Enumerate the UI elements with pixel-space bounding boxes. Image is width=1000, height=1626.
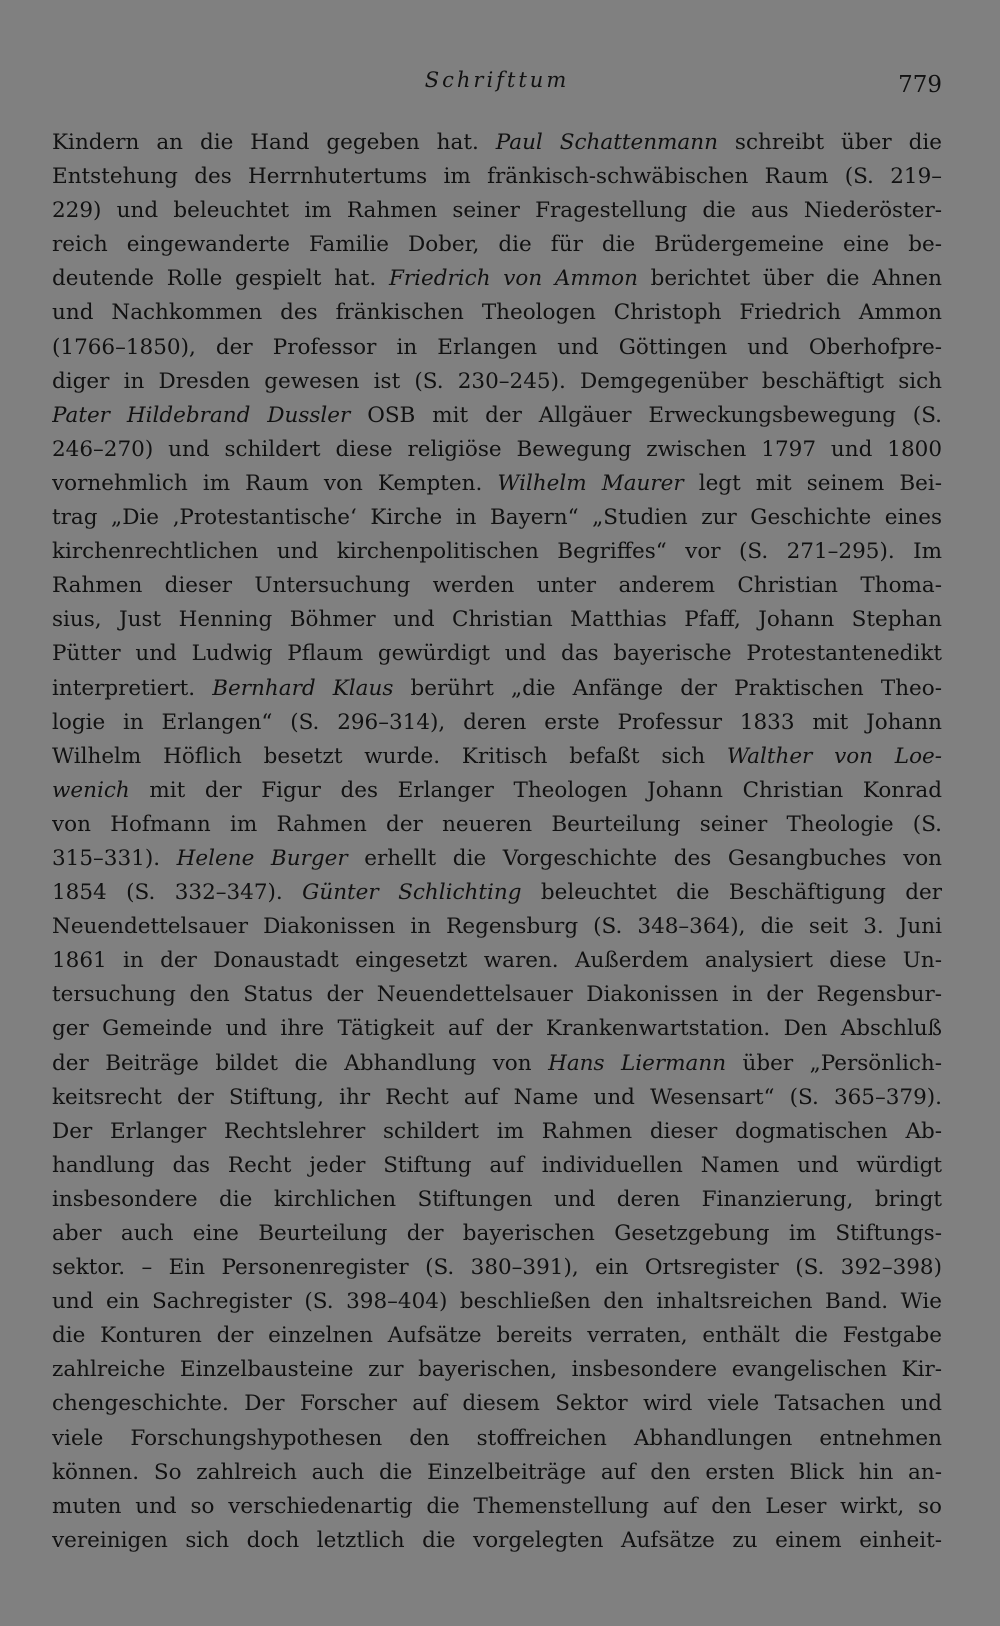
text-line (52, 1149, 942, 1183)
body-text (52, 126, 942, 1558)
text-line (52, 1115, 942, 1149)
text-segment: von Hofmann im Rahmen der neueren Beurteilung seiner Theologie (S. (52, 811, 942, 837)
text-segment: sektor. – Ein Personenregister (S. 380–391), ein Ortsregister (S. 392–398) (52, 1255, 942, 1281)
text-segment: der Beiträge bildet die Abhandlung von (52, 1050, 549, 1076)
text-line (52, 1285, 942, 1319)
text-line (52, 365, 942, 399)
text-line (52, 1251, 942, 1285)
text-segment: und ein Sachregister (S. 398–404) beschließen den inhaltsreichen Band. Wie (52, 1289, 942, 1315)
text-line (52, 1524, 942, 1558)
text-segment: können. So zahlreich auch die Einzelbeiträge auf den ersten Blick hin an- (52, 1459, 942, 1485)
text-segment: chengeschichte. Der Forscher auf diesem Sektor wird viele Tatsachen und (52, 1391, 942, 1417)
text-segment: berührt „die Anfänge der Praktischen Theo- (393, 675, 942, 701)
text-line (52, 842, 942, 876)
text-segment: aber auch eine Beurteilung der bayerischen Gesetzgebung im Stiftungs- (52, 1221, 942, 1246)
text-segment: keitsrecht der Stiftung, ihr Recht auf Name und Wesensart“ (S. 365–379). (52, 1084, 942, 1110)
text-segment: legt mit seinem Bei- (683, 470, 942, 496)
text-segment: 1854 (S. 332–347). (52, 880, 303, 906)
author-name: Pater Hildebrand Dussler (52, 402, 351, 428)
text-line (52, 501, 942, 535)
text-segment: vornehmlich im Raum von Kempten. (52, 470, 498, 496)
author-name: Paul Schattenmann (495, 130, 718, 155)
text-line (52, 1353, 942, 1387)
text-segment: ger Gemeinde und ihre Tätigkeit auf der Krankenwartstation. Den Abschluß (52, 1016, 942, 1042)
text-line (52, 1183, 942, 1217)
author-name: Helene Burger (176, 845, 348, 871)
text-line (52, 399, 942, 433)
text-segment: trag „Die ‚Protestantische‘ Kirche in Bayern“ „Studien zur Geschichte eines (52, 505, 942, 531)
text-line (52, 672, 942, 706)
text-line (52, 637, 942, 671)
text-segment: diger in Dresden gewesen ist (S. 230–245). Demgegenüber beschäftigt sich (52, 368, 942, 394)
text-line (52, 1012, 942, 1046)
text-segment: zahlreiche Einzelbausteine zur bayerischen, insbesondere evangelischen Kir- (52, 1357, 942, 1383)
author-name: Bernhard Klaus (212, 675, 394, 701)
text-segment: kirchenrechtlichen und kirchenpolitischen Begriffes“ vor (S. 271–295). Im (52, 539, 942, 565)
text-segment: tersuchung den Status der Neuendettelsauer Diakonissen in der Regensbur- (52, 982, 942, 1008)
text-segment: logie in Erlangen“ (S. 296–314), deren erste Professur 1833 mit Johann (52, 709, 942, 735)
text-segment: schreibt über die (717, 130, 942, 155)
text-line (52, 1422, 942, 1456)
text-line (52, 296, 942, 330)
page-header (52, 68, 942, 108)
text-line (52, 1081, 942, 1115)
text-segment: Entstehung des Herrnhutertums im fränkisch-schwäbischen Raum (S. 219– (52, 164, 942, 190)
text-line (52, 194, 942, 228)
text-line (52, 876, 942, 910)
text-segment: sius, Just Henning Böhmer und Christian Matthias Pfaff, Johann Stephan (52, 607, 942, 633)
text-segment: Pütter und Ludwig Pflaum gewürdigt und das bayerische Protestantenedikt (52, 641, 942, 667)
text-segment: handlung das Recht jeder Stiftung auf individuellen Namen und würdigt (52, 1152, 942, 1178)
text-line (52, 1456, 942, 1490)
text-line (52, 1217, 942, 1251)
text-segment: 246–270) und schildert diese religiöse Bewegung zwischen 1797 und 1800 (52, 436, 942, 462)
page-number: 779 (898, 72, 942, 98)
text-line (52, 331, 942, 365)
text-segment: muten und so verschiedenartig die Themenstellung auf den Leser wirkt, so (52, 1493, 942, 1519)
text-segment: Wilhelm Höflich besetzt wurde. Kritisch befaßt sich (52, 743, 727, 769)
text-segment: und Nachkommen des fränkischen Theologen Christoph Friedrich Ammon (52, 300, 942, 326)
text-segment: 229) und beleuchtet im Rahmen seiner Fragestellung die aus Niederöster- (52, 198, 942, 224)
text-segment: reich eingewanderte Familie Dober, die für die Brüdergemeine eine be- (52, 232, 942, 258)
text-segment: deutende Rolle gespielt hat. (52, 266, 389, 292)
text-line (52, 535, 942, 569)
author-name: Wilhelm Maurer (497, 470, 684, 496)
text-segment: 315–331). (52, 845, 177, 871)
text-line (52, 160, 942, 194)
text-line (52, 1319, 942, 1353)
text-segment: Kindern an die Hand gegeben hat. (52, 130, 496, 155)
text-line (52, 1490, 942, 1524)
text-line (52, 1047, 942, 1081)
text-segment: über „Persönlich- (726, 1050, 942, 1076)
text-segment: viele Forschungshypothesen den stoffreichen Abhandlungen entnehmen (52, 1425, 942, 1451)
text-segment: erhellt die Vorgeschichte des Gesangbuches von (347, 845, 942, 871)
text-segment: beleuchtet die Beschäftigung der (521, 880, 942, 906)
text-line (52, 706, 942, 740)
author-name: Walther von Loe- (726, 743, 942, 769)
text-segment: die Konturen der einzelnen Aufsätze bereits verraten, enthält die Festgabe (52, 1323, 942, 1349)
text-segment: interpretiert. (52, 675, 213, 701)
text-line (52, 262, 942, 296)
text-line (52, 774, 942, 808)
text-line (52, 569, 942, 603)
text-line (52, 603, 942, 637)
text-line (52, 433, 942, 467)
text-segment: Rahmen dieser Untersuchung werden unter anderem Christian Thoma- (52, 573, 942, 599)
text-line (52, 808, 942, 842)
running-head: Schrifttum (424, 68, 570, 92)
text-segment: (1766–1850), der Professor in Erlangen und Göttingen und Oberhofpre- (52, 334, 942, 360)
text-line (52, 1387, 942, 1421)
author-name: Hans Liermann (548, 1050, 727, 1076)
text-segment: insbesondere die kirchlichen Stiftungen und deren Finanzierung, bringt (52, 1186, 942, 1212)
text-line (52, 978, 942, 1012)
text-line (52, 910, 942, 944)
text-segment: mit der Figur des Erlanger Theologen Johann Christian Konrad (129, 777, 942, 803)
text-segment: 1861 in der Donaustadt eingesetzt waren. Außerdem analysiert diese Un- (52, 948, 942, 974)
text-segment: Der Erlanger Rechtslehrer schildert im Rahmen dieser dogmatischen Ab- (52, 1118, 942, 1144)
text-segment: OSB mit der Allgäuer Erweckungsbewegung (S. (350, 402, 942, 428)
text-line (52, 228, 942, 262)
author-name: Friedrich von Ammon (388, 266, 638, 292)
text-line (52, 740, 942, 774)
author-name: Günter Schlichting (302, 880, 522, 906)
text-line (52, 126, 942, 160)
text-line (52, 944, 942, 978)
text-line (52, 467, 942, 501)
author-name: wenich (52, 777, 130, 803)
text-segment: Neuendettelsauer Diakonissen in Regensburg (S. 348–364), die seit 3. Juni (52, 914, 942, 940)
text-segment: berichtet über die Ahnen (637, 266, 942, 292)
text-segment: vereinigen sich doch letztlich die vorgelegten Aufsätze zu einem einheit- (52, 1527, 942, 1553)
